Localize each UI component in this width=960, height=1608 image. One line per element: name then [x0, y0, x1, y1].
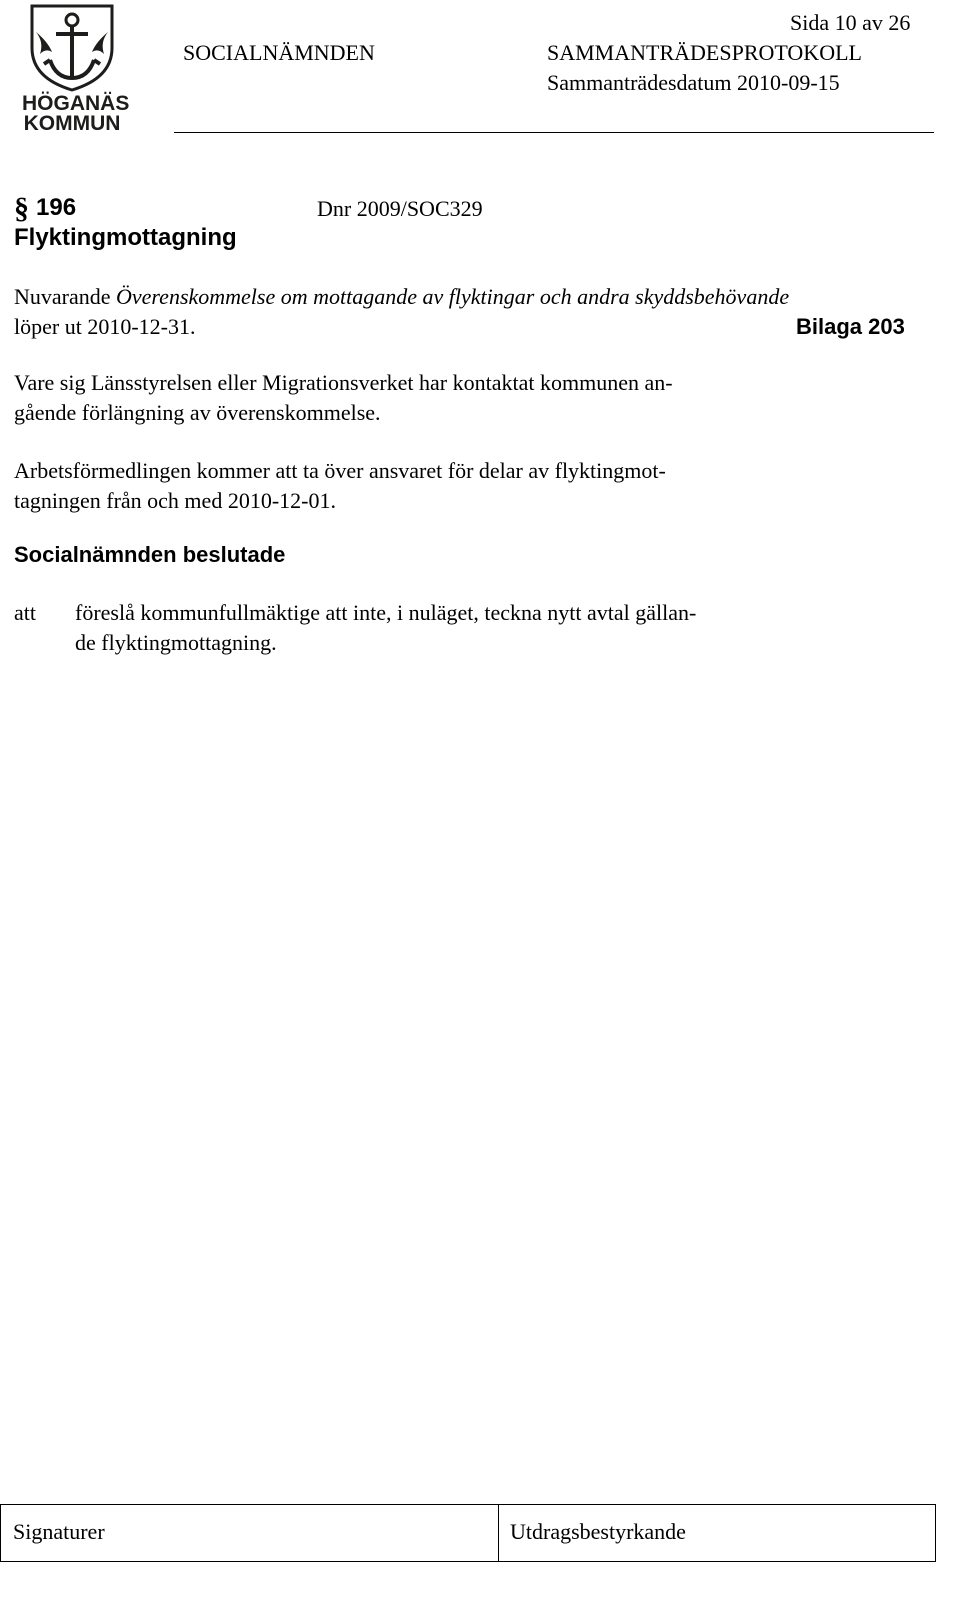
logo-line-1: HÖGANÄS — [22, 92, 130, 115]
page-number: Sida 10 av 26 — [790, 10, 911, 35]
paragraph-line: tagningen från och med 2010-12-01. — [14, 488, 336, 513]
section-sign: § — [14, 192, 29, 225]
text-run: Nuvarande — [14, 284, 117, 309]
paragraph-line: föreslå kommunfullmäktige att inte, i nuläget, teckna nytt avtal gällan- — [75, 600, 697, 625]
signatures-label: Signaturer — [13, 1519, 105, 1544]
paragraph-line: gående förlängning av överenskommelse. — [14, 400, 381, 425]
attachment-reference: Bilaga 203 — [796, 314, 905, 339]
decision-heading: Socialnämnden beslutade — [14, 542, 286, 567]
paragraph-contact — [14, 368, 673, 428]
paragraph-line — [14, 282, 789, 312]
registration-number: Dnr 2009/SOC329 — [317, 196, 483, 221]
paragraph-employment-service — [14, 456, 666, 516]
footer-divider — [498, 1505, 499, 1561]
coat-of-arms-icon — [22, 2, 122, 92]
logo-line-2: KOMMUN — [23, 112, 121, 135]
section-title: Flyktingmottagning — [14, 224, 237, 251]
paragraph-line: de flyktingmottagning. — [75, 630, 277, 655]
paragraph-line: Vare sig Länsstyrelsen eller Migrationsverket har kontaktat kommunen an- — [14, 370, 673, 395]
decision-text — [75, 598, 696, 658]
municipality-logo — [22, 2, 130, 138]
extract-certification-label: Utdragsbestyrkande — [510, 1519, 686, 1544]
paragraph-line: Arbetsförmedlingen kommer att ta över ansvaret för delar av flyktingmot- — [14, 458, 666, 483]
agreement-title: Överenskommelse om mottagande av flyktingar och andra skyddsbehövande — [116, 284, 790, 309]
protocol-title: SAMMANTRÄDESPROTOKOLL — [547, 40, 862, 65]
logo-text — [22, 92, 130, 135]
meeting-date: Sammanträdesdatum 2010-09-15 — [547, 70, 840, 95]
committee-name: SOCIALNÄMNDEN — [183, 40, 375, 65]
decision-att-label: att — [14, 600, 36, 625]
paragraph-agreement — [14, 282, 789, 342]
header-divider — [174, 132, 934, 133]
footer-signature-box — [0, 1504, 936, 1562]
section-number: 196 — [36, 194, 77, 221]
paragraph-line: löper ut 2010-12-31. — [14, 314, 196, 339]
